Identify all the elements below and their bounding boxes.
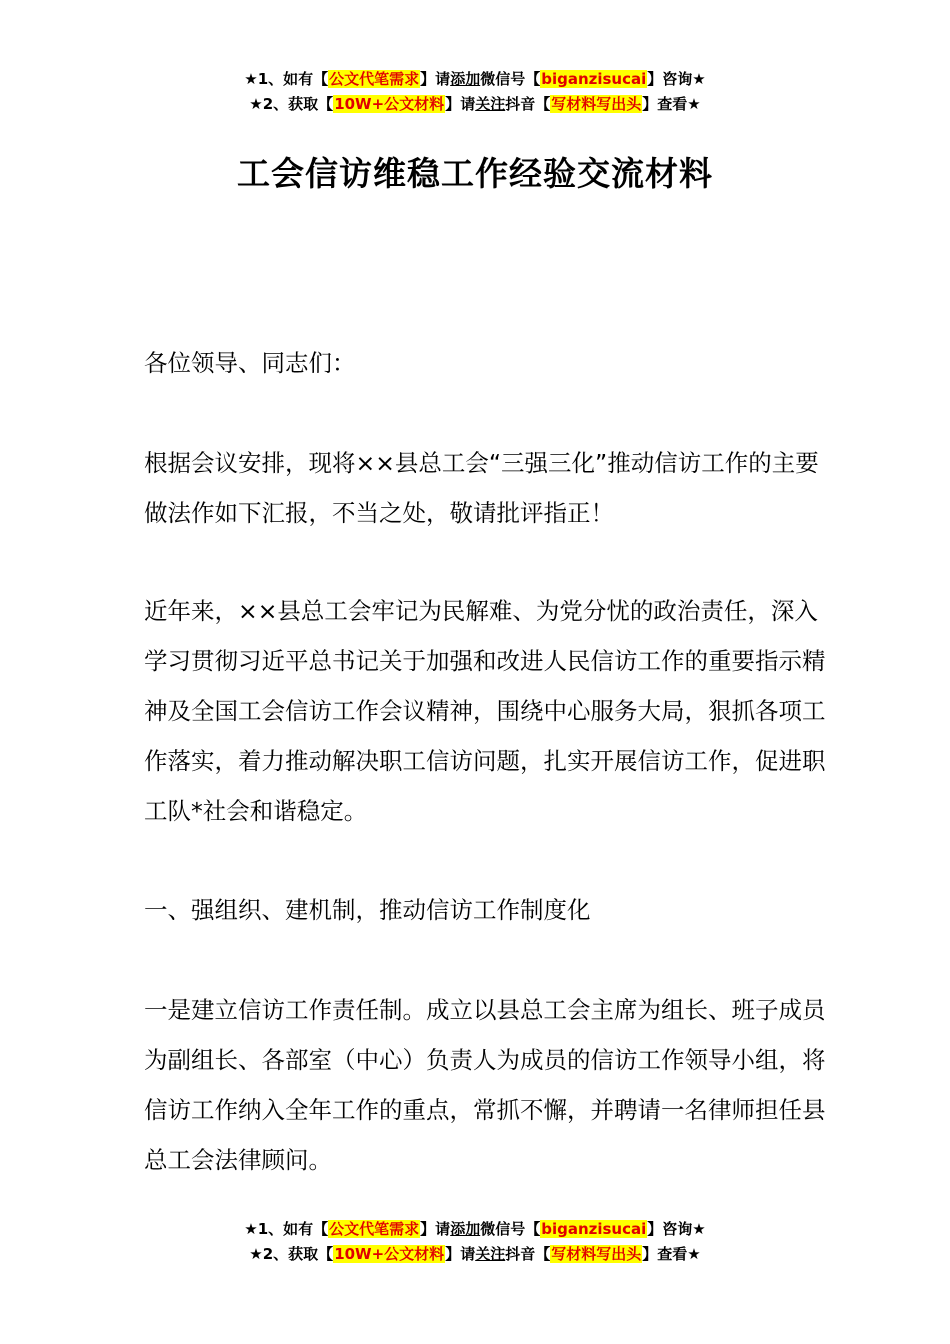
ad-line-2: ★2、获取【10W+公文材料】请关注抖音【写材料写出头】查看★ — [249, 1245, 701, 1263]
wechat-id: biganzisucai — [541, 70, 647, 88]
salutation: 各位领导、同志们： — [144, 349, 356, 377]
ad-line-1: ★1、如有【公文代笔需求】请添加微信号【biganzisucai】咨询★ — [244, 70, 706, 88]
background-paragraph: 近年来，××县总工会牢记为民解难、为党分忧的政治责任，深入学习贯彻习近平总书记关于加强和改进人民信访工作的重要指示精神及全国工会信访工作会议精神，围绕中心服务大局，狠抓各项工作落实，着力推动解决职工信访问题，扎实开展信访工作，促进职工队*社会和谐稳定。 — [144, 597, 826, 825]
ad-line-1: ★1、如有【公文代笔需求】请添加微信号【biganzisucai】咨询★ — [244, 1220, 706, 1238]
intro-paragraph: 根据会议安排，现将××县总工会“三强三化”推动信访工作的主要做法作如下汇报，不当之处，敬请批评指正！ — [144, 449, 819, 527]
wechat-id: biganzisucai — [541, 1220, 647, 1238]
ad-banner-bottom — [0, 1217, 950, 1267]
ad-highlight: 公文代笔需求 — [329, 70, 420, 88]
document-title: 工会信访维稳工作经验交流材料 — [237, 154, 713, 193]
section-paragraph: 一是建立信访工作责任制。成立以县总工会主席为组长、班子成员为副组长、各部室（中心）负责人为成员的信访工作领导小组，将信访工作纳入全年工作的重点，常抓不懈，并聘请一名律师担任县总工会法律顾问。 — [144, 996, 826, 1174]
ad-banner-top — [0, 67, 950, 117]
section-heading: 一、强组织、建机制，推动信访工作制度化 — [144, 896, 591, 924]
douyin-account: 写材料写出头 — [551, 1245, 642, 1263]
ad-line-2: ★2、获取【10W+公文材料】请关注抖音【写材料写出头】查看★ — [249, 95, 701, 113]
ad-highlight: 10W+公文材料 — [334, 1245, 445, 1263]
ad-highlight: 10W+公文材料 — [334, 95, 445, 113]
ad-highlight: 公文代笔需求 — [329, 1220, 420, 1238]
douyin-account: 写材料写出头 — [551, 95, 642, 113]
